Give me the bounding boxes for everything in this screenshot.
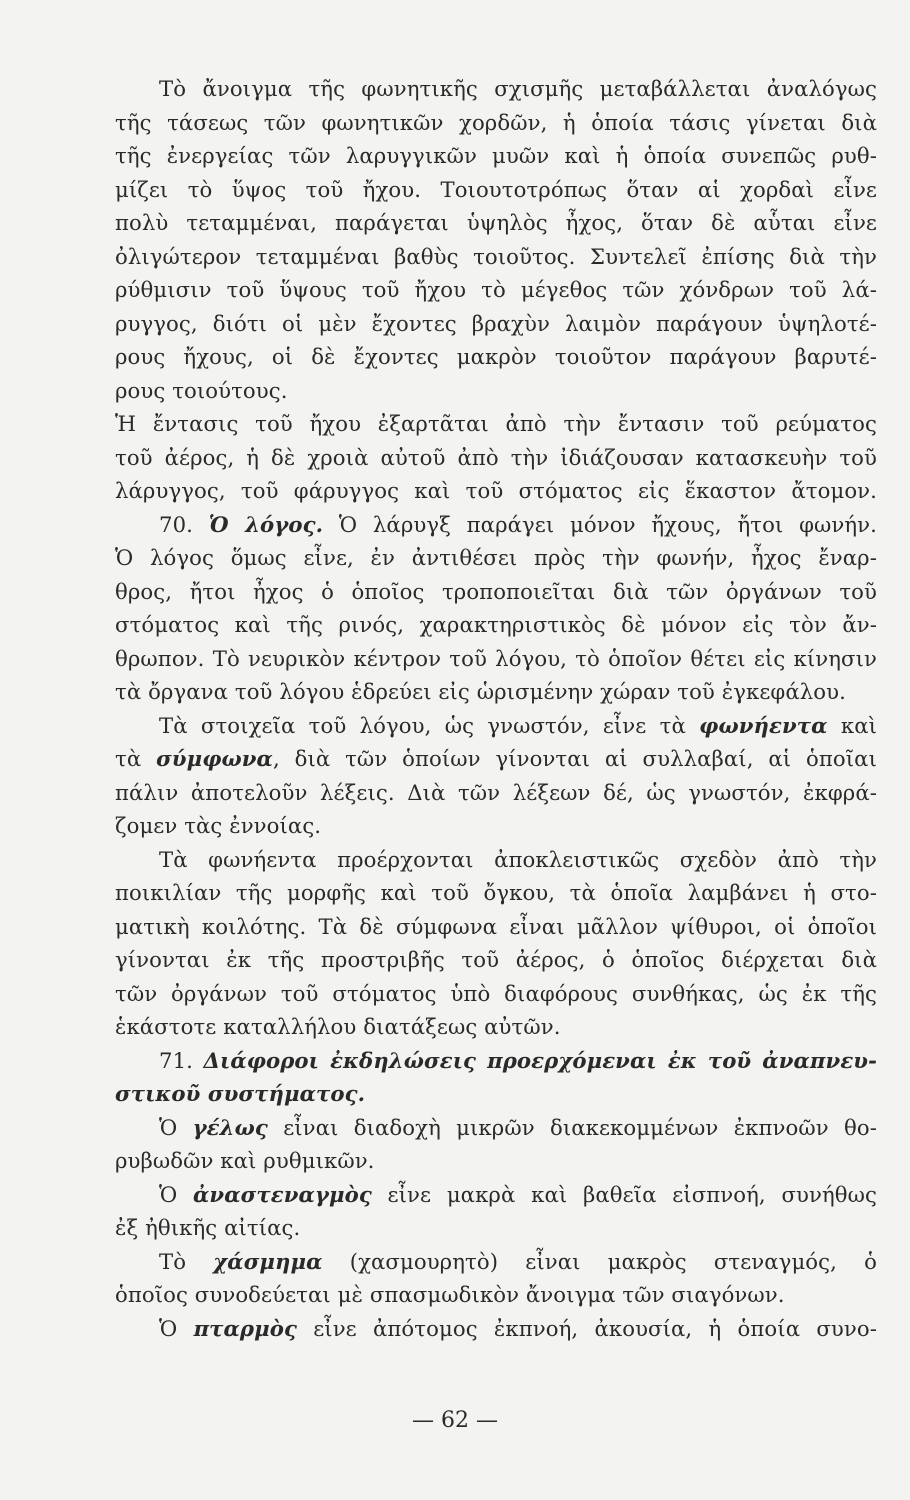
text-line [115, 541, 877, 575]
text-line [115, 206, 877, 240]
text-segment: ὁποῖος συνοδεύεται μὲ σπασμωδικὸν ἄνοιγμα τῶν σιαγόνων. [115, 1282, 785, 1307]
text-line [115, 508, 877, 542]
text-segment: 70. [159, 511, 209, 537]
text-segment: Ἡ ἔντασις τοῦ ἤχου ἐξαρτᾶται ἀπὸ τὴν ἔντασιν τοῦ ρεύματος [115, 411, 877, 436]
text-segment: ζομεν τὰς ἐννοίας. [115, 813, 322, 838]
text-line [115, 1178, 877, 1212]
text-line [115, 608, 877, 642]
text-line [115, 876, 877, 910]
text-segment: μίζει τὸ ὕψος τοῦ ἤχου. Τοιουτοτρόπως ὅταν αἱ χορδαὶ εἶνε [115, 176, 877, 202]
text-segment: εἶνε μακρὰ καὶ βαθεῖα εἰσπνοή, συνήθως [371, 1181, 877, 1207]
text-line [115, 843, 877, 877]
bold-term: στικοῦ συστήματος. [115, 1081, 366, 1106]
text-line [115, 374, 877, 408]
text-line [115, 1111, 877, 1145]
text-segment: ὀλιγώτερον τεταμμέναι βαθὺς τοιοῦτος. Συντελεῖ ἐπίσης διὰ τὴν [115, 243, 877, 269]
text-segment: τοῦ ἀέρος, ἡ δὲ χροιὰ αὐτοῦ ἀπὸ τὴν ἰδιάζουσαν κατασκευὴν τοῦ [115, 444, 877, 470]
text-segment: εἶνε ἀπότομος ἐκπνοή, ἀκουσία, ἡ ὁποία συνο- [296, 1315, 877, 1341]
text-segment: ρους τοιούτους. [115, 377, 288, 403]
text-line [115, 1010, 877, 1044]
text-line [115, 407, 877, 441]
text-line [115, 943, 877, 977]
text-segment: ματικὴ κοιλότης. Τὰ δὲ σύμφωνα εἶναι μᾶλλον ψίθυροι, οἱ ὁποῖοι [115, 913, 877, 939]
text-line [115, 910, 877, 944]
text-line [115, 1278, 877, 1312]
text-segment: πάλιν ἀποτελοῦν λέξεις. Διὰ τῶν λέξεων δέ, ὡς γνωστόν, ἐκφρά- [115, 779, 877, 805]
text-segment: Τὸ ἄνοιγμα τῆς φωνητικῆς σχισμῆς μεταβάλλεται ἀναλόγως [159, 76, 877, 101]
text-segment: Τὰ φωνήεντα προέρχονται ἀποκλειστικῶς σχεδὸν ἀπὸ τὴν [159, 846, 877, 872]
text-segment: (χασμουρητὸ) εἶναι μακρὸς στεναγμός, ὁ [322, 1248, 877, 1274]
text-line [115, 474, 877, 508]
text-segment: θρος, ἤτοι ἦχος ὁ ὁποῖος τροποποιεῖται διὰ τῶν ὀργάνων τοῦ [115, 578, 877, 604]
text-line [115, 273, 877, 307]
text-line [115, 106, 877, 140]
text-segment: Τὸ [159, 1248, 214, 1274]
text-segment: Ὁ [159, 1315, 194, 1341]
bold-term: φωνήεντα [699, 712, 828, 738]
text-line [115, 307, 877, 341]
text-line [115, 709, 877, 743]
text-segment: στόματος καὶ τῆς ρινός, χαρακτηριστικὸς δὲ μόνον εἰς τὸν ἄν- [115, 612, 877, 637]
page-number: — 62 — [412, 1408, 498, 1433]
text-line [115, 1144, 877, 1178]
text-segment: Ὁ [159, 1114, 193, 1140]
text-segment: Τὰ στοιχεῖα τοῦ λόγου, ὡς γνωστόν, εἶνε τὰ [159, 712, 700, 738]
text-line [115, 575, 877, 609]
bold-term: γέλως [192, 1114, 268, 1140]
text-segment: ρυγγος, διότι οἱ μὲν ἔχοντες βραχὺν λαιμὸν παράγουν ὑψηλοτέ- [115, 310, 877, 336]
bold-term: ἀναστεναγμὸς [193, 1181, 372, 1207]
bold-term: Διάφοροι ἐκδηλώσεις προερχόμεναι ἐκ τοῦ ἀναπνευ- [203, 1047, 877, 1073]
text-segment: ρύθμισιν τοῦ ὕψους τοῦ ἤχου τὸ μέγεθος τῶν χόνδρων τοῦ λά- [115, 277, 877, 302]
text-segment: Ὁ [159, 1181, 194, 1207]
text-line [115, 1312, 877, 1346]
text-segment: τὰ [115, 746, 157, 771]
text-segment: Ὁ λόγος ὅμως εἶνε, ἐν ἀντιθέσει πρὸς τὴν φωνήν, ἦχος ἔναρ- [115, 545, 877, 570]
text-line [115, 441, 877, 475]
text-segment: ρους ἤχους, οἱ δὲ ἔχοντες μακρὸν τοιοῦτον παράγουν βαρυτέ- [115, 344, 877, 369]
text-line [115, 776, 877, 810]
bold-term: χάσμημα [213, 1248, 323, 1274]
text-segment: τῆς τάσεως τῶν φωνητικῶν χορδῶν, ἡ ὁποία τάσις γίνεται διὰ [115, 109, 877, 135]
text-segment: ρυβωδῶν καὶ ρυθμικῶν. [115, 1148, 375, 1173]
text-line [115, 742, 877, 776]
text-segment: γίνονται ἐκ τῆς προστριβῆς τοῦ ἀέρος, ὁ ὁποῖος διέρχεται διὰ [115, 947, 877, 972]
text-line [115, 72, 877, 106]
text-line [115, 240, 877, 274]
text-line [115, 675, 877, 709]
text-line [115, 139, 877, 173]
text-segment: εἶναι διαδοχὴ μικρῶν διακεκομμένων ἐκπνοῶν θο- [267, 1114, 877, 1140]
text-line [115, 809, 877, 843]
text-segment: ἑκάστοτε καταλλήλου διατάξεως αὐτῶν. [115, 1014, 561, 1039]
text-line [115, 1044, 877, 1078]
bold-term: πταρμὸς [193, 1315, 297, 1341]
text-segment: Ὁ λάρυγξ παράγει μόνον ἤχους, ἤτοι φωνήν. [323, 511, 877, 537]
text-segment: λάρυγγος, τοῦ φάρυγγος καὶ τοῦ στόματος εἰς ἕκαστον ἄτομον. [115, 478, 877, 503]
body-text [115, 72, 877, 1345]
text-line [115, 1077, 877, 1111]
text-segment: τῆς ἐνεργείας τῶν λαρυγγικῶν μυῶν καὶ ἡ ὁποία συνεπῶς ρυθ- [115, 143, 877, 168]
bold-term: σύμφωνα [156, 746, 273, 771]
text-line [115, 173, 877, 207]
text-line [115, 340, 877, 374]
bold-term: Ὁ λόγος. [208, 511, 324, 537]
text-segment: τῶν ὀργάνων τοῦ στόματος ὑπὸ διαφόρους συνθήκας, ὡς ἐκ τῆς [115, 980, 877, 1006]
text-line [115, 977, 877, 1011]
text-segment: καὶ [827, 712, 877, 738]
text-line [115, 642, 877, 676]
text-segment: πολὺ τεταμμέναι, παράγεται ὑψηλὸς ἦχος, ὅταν δὲ αὗται εἶνε [115, 210, 877, 235]
text-segment: θρωπον. Τὸ νευρικὸν κέντρον τοῦ λόγου, τὸ ὁποῖον θέτει εἰς κίνησιν [115, 645, 877, 671]
text-segment: , διὰ τῶν ὁποίων γίνονται αἱ συλλαβαί, αἱ ὁποῖαι [272, 746, 877, 771]
text-segment: ἐξ ἠθικῆς αἰτίας. [115, 1215, 301, 1240]
text-segment: 71. [159, 1047, 204, 1073]
text-segment: ποικιλίαν τῆς μορφῆς καὶ τοῦ ὄγκου, τὰ ὁποῖα λαμβάνει ἡ στο- [115, 880, 877, 905]
text-line [115, 1211, 877, 1245]
text-segment: τὰ ὄργανα τοῦ λόγου ἑδρεύει εἰς ὡρισμένην χώραν τοῦ ἐγκεφάλου. [115, 679, 846, 704]
text-line [115, 1245, 877, 1279]
